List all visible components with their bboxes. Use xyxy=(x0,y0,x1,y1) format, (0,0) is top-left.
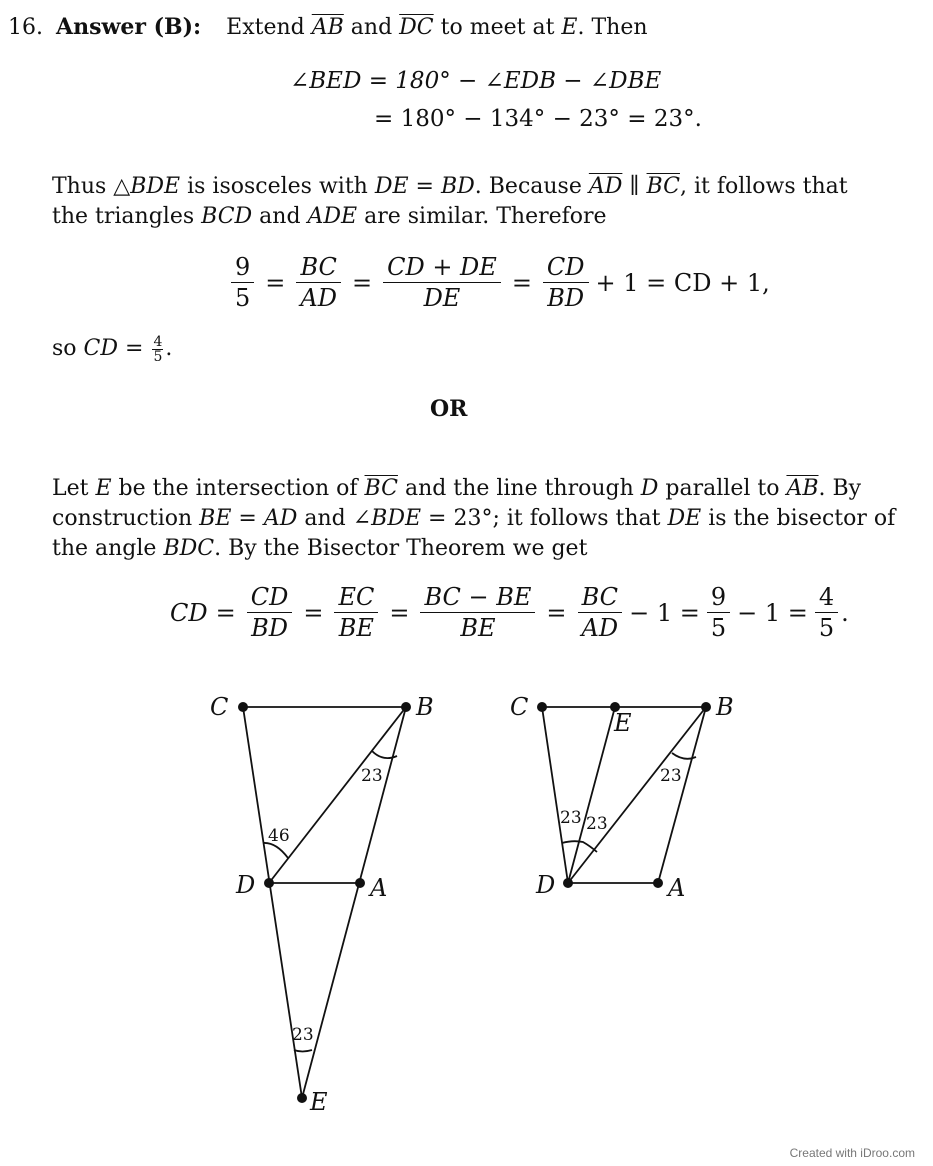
segment-ba xyxy=(658,707,706,883)
angle-value-d: 46 xyxy=(268,826,290,846)
point-d xyxy=(264,878,274,888)
fraction: $\frac{CD + DE}{DE}$ xyxy=(383,252,501,313)
angle-arc-e xyxy=(294,1050,312,1052)
label-c: C xyxy=(210,693,229,721)
fraction: $\frac{9}{5}$ xyxy=(707,582,730,643)
figure-1-points xyxy=(238,702,411,1103)
fraction: $\frac{4}{5}$ xyxy=(815,582,838,643)
fraction: $\frac{4}{5}$ xyxy=(153,333,163,365)
paragraph1-line1: Thus △BDE is isosceles with DE = BD. Because $\overline{AD}$ ∥ $\overline{BC}$, it follows that xyxy=(52,174,848,199)
segment-de xyxy=(568,707,615,883)
fraction: $\frac{BC}{AD}$ xyxy=(578,582,623,643)
point-b xyxy=(701,702,711,712)
paragraph1-line2: the triangles BCD and ADE are similar. Therefore xyxy=(52,204,607,229)
label-b: B xyxy=(716,693,734,721)
fraction: $\frac{CD}{BD}$ xyxy=(543,252,589,313)
point-e xyxy=(297,1093,307,1103)
segment-bd xyxy=(269,707,406,883)
answer-line: 16. Answer (B): Extend $\overline{AB}$ and $\overline{DC}$ to meet at E. Then xyxy=(8,14,648,40)
problem-number: 16. xyxy=(8,15,43,40)
figure-2-angle-values xyxy=(560,766,682,834)
angle-equation-line2: = 180° − 134° − 23° = 23°. xyxy=(374,106,702,132)
credit-watermark: Created with iDroo.com xyxy=(789,1146,915,1160)
label-e: E xyxy=(614,709,632,737)
fraction: $\frac{EC}{BE}$ xyxy=(334,582,378,643)
segment-db xyxy=(568,707,706,883)
fraction: $\frac{9}{5}$ xyxy=(231,252,254,313)
equation-tail: + 1 = CD + 1, xyxy=(595,268,770,297)
point-a xyxy=(355,878,365,888)
or-separator: OR xyxy=(430,396,468,422)
bisector-equation: CD = $\frac{CD}{BD}$ = $\frac{EC}{BE}$ = $\frac{BC - BE}{BE}$ = $\frac{BC}{AD}$ − 1 = $\frac{9}{5}$ − 1 = $\frac{4}{5}$ . xyxy=(170,583,849,642)
point-c xyxy=(537,702,547,712)
angle-value-e: 23 xyxy=(292,1025,314,1045)
segment-ab: $\overline{AB}$ xyxy=(311,15,344,40)
figure-2-labels xyxy=(510,693,734,902)
point-d xyxy=(563,878,573,888)
paragraph2-line1: Let E be the intersection of $\overline{BC}$ and the line through D parallel to $\overline{AB}$. By xyxy=(52,476,862,501)
fraction: $\frac{CD}{BD}$ xyxy=(247,582,293,643)
paragraph2-line2: construction BE = AD and ∠BDE = 23°; it follows that DE is the bisector of xyxy=(52,506,896,531)
label-a: A xyxy=(370,874,388,902)
label-d: D xyxy=(236,871,256,899)
label-c: C xyxy=(510,693,529,721)
label-d: D xyxy=(536,871,556,899)
fraction: $\frac{BC}{AD}$ xyxy=(296,252,341,313)
ratio-equation: $\frac{9}{5}$ = $\frac{BC}{AD}$ = $\frac{CD + DE}{DE}$ = $\frac{CD}{BD}$ + 1 = CD + 1, xyxy=(228,252,770,313)
segment-cd xyxy=(542,707,568,883)
angle-value-d1: 23 xyxy=(560,808,582,828)
conclusion-line: so CD = $\frac{4}{5}$ . xyxy=(52,333,173,365)
point-a xyxy=(653,878,663,888)
figure-1-angle-values xyxy=(268,766,383,1045)
angle-equation-line1: ∠BED = 180° − ∠EDB − ∠DBE xyxy=(290,68,662,94)
paragraph2-line3: the angle BDC. By the Bisector Theorem we get xyxy=(52,536,588,561)
segment-be xyxy=(302,707,406,1098)
angle-value-d2: 23 xyxy=(586,814,608,834)
figure-1-labels xyxy=(210,693,434,1116)
segment-dc: $\overline{DC}$ xyxy=(399,15,434,40)
fraction: $\frac{BC - BE}{BE}$ xyxy=(420,582,535,643)
angle-value-b: 23 xyxy=(660,766,682,786)
angle-value-b: 23 xyxy=(361,766,383,786)
point-b xyxy=(401,702,411,712)
label-a: A xyxy=(668,874,686,902)
label-b: B xyxy=(416,693,434,721)
answer-label: Answer (B): xyxy=(56,14,202,40)
point-c xyxy=(238,702,248,712)
label-e: E xyxy=(310,1088,328,1116)
